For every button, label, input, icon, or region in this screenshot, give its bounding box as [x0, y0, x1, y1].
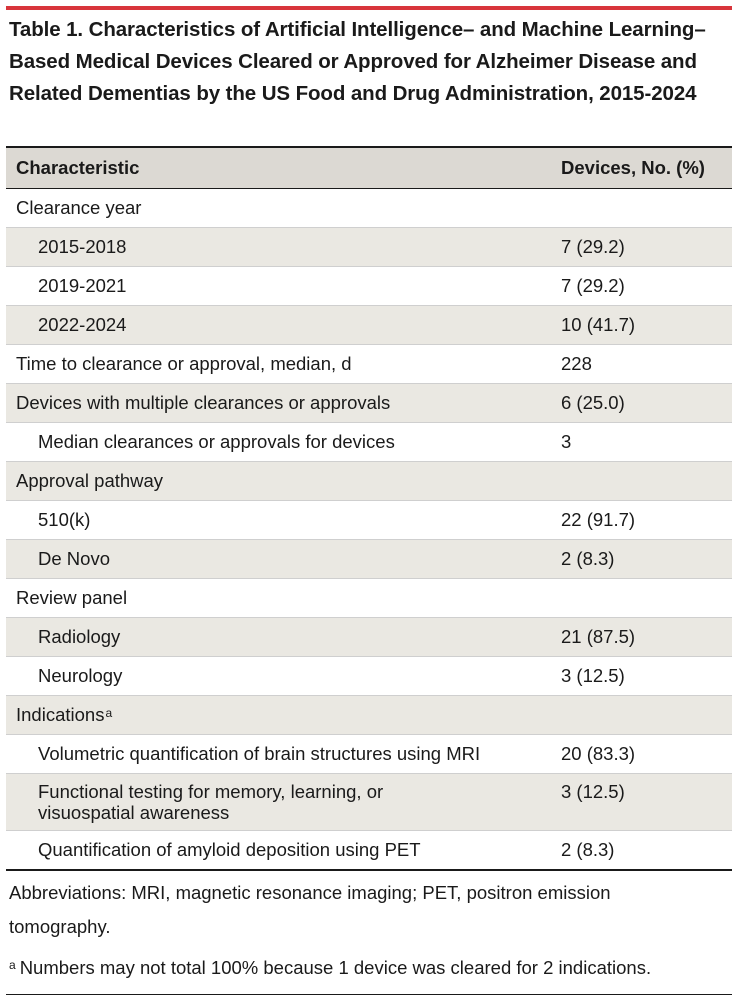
row-value: 7 (29.2) — [561, 236, 625, 257]
row-label: Neurology — [38, 665, 123, 686]
row-label: Radiology — [38, 626, 121, 647]
column-header-characteristic: Characteristic — [16, 157, 140, 178]
end-rule — [6, 994, 732, 995]
row-value: 21 (87.5) — [561, 626, 636, 647]
table-header — [6, 148, 732, 189]
row-label: De Novo — [38, 548, 110, 569]
row-label: Review panel — [16, 587, 128, 608]
footnote-a-marker: a — [9, 958, 16, 972]
table-title: Table 1. Characteristics of Artificial Intelligence– and Machine Learning–Based Medical Devices Cleared or Approved for Alzheimer Disease and Related Dementias by the US Food and Drug Administration, 2015-2024 — [9, 18, 706, 105]
table-row — [6, 500, 732, 539]
row-label: 2022-2024 — [38, 314, 127, 335]
row-label: Approval pathway — [16, 470, 164, 491]
table-row — [6, 305, 732, 344]
characteristics-table — [6, 146, 732, 871]
row-label: Quantification of amyloid deposition using PET — [38, 839, 421, 860]
abbreviations-line1: Abbreviations: MRI, magnetic resonance imaging; PET, positron emission — [9, 882, 611, 903]
footnote-a — [9, 951, 731, 985]
row-value: 3 — [561, 431, 572, 452]
table-row — [6, 830, 732, 869]
row-label: Time to clearance or approval, median, d — [16, 353, 352, 374]
table-row — [6, 656, 732, 695]
footnote-abbreviations — [9, 876, 731, 944]
table-bottom-rule — [6, 869, 732, 871]
footnote-marker: a — [105, 706, 113, 720]
row-value: 10 (41.7) — [561, 314, 636, 335]
row-value: 2 (8.3) — [561, 548, 615, 569]
column-header-devices: Devices, No. (%) — [561, 157, 705, 178]
row-label: Median clearances or approvals for devices — [38, 431, 395, 452]
top-accent-rule — [6, 6, 732, 10]
table-row — [6, 227, 732, 266]
table-row — [6, 773, 732, 830]
row-label — [16, 696, 112, 734]
table-row — [6, 578, 732, 617]
table-row — [6, 422, 732, 461]
row-value: 7 (29.2) — [561, 275, 625, 296]
table-row — [6, 266, 732, 305]
table-body — [6, 189, 732, 869]
abbreviations-line2: tomography. — [9, 916, 111, 937]
row-label: Devices with multiple clearances or approvals — [16, 392, 391, 413]
row-value: 3 (12.5) — [561, 665, 625, 686]
row-label-text: Indications — [16, 704, 105, 725]
table-row — [6, 461, 732, 500]
table-row — [6, 539, 732, 578]
table-row — [6, 617, 732, 656]
row-label — [38, 781, 383, 823]
table-row — [6, 734, 732, 773]
row-label: 2019-2021 — [38, 275, 127, 296]
row-label: 2015-2018 — [38, 236, 127, 257]
table-row — [6, 189, 732, 227]
row-label: 510(k) — [38, 509, 91, 530]
table-row — [6, 695, 732, 734]
footnote-a-text: Numbers may not total 100% because 1 device was cleared for 2 indications. — [19, 957, 652, 978]
row-value: 20 (83.3) — [561, 743, 636, 764]
row-label: Clearance year — [16, 197, 142, 218]
row-value: 6 (25.0) — [561, 392, 625, 413]
row-value: 228 — [561, 353, 592, 374]
row-label: Volumetric quantification of brain structures using MRI — [38, 743, 481, 764]
table-row — [6, 344, 732, 383]
row-label-line2: visuospatial awareness — [38, 802, 230, 823]
row-value: 3 (12.5) — [561, 781, 625, 802]
row-value: 2 (8.3) — [561, 839, 615, 860]
row-value: 22 (91.7) — [561, 509, 636, 530]
row-label-line1: Functional testing for memory, learning, or — [38, 781, 384, 802]
table-row — [6, 383, 732, 422]
